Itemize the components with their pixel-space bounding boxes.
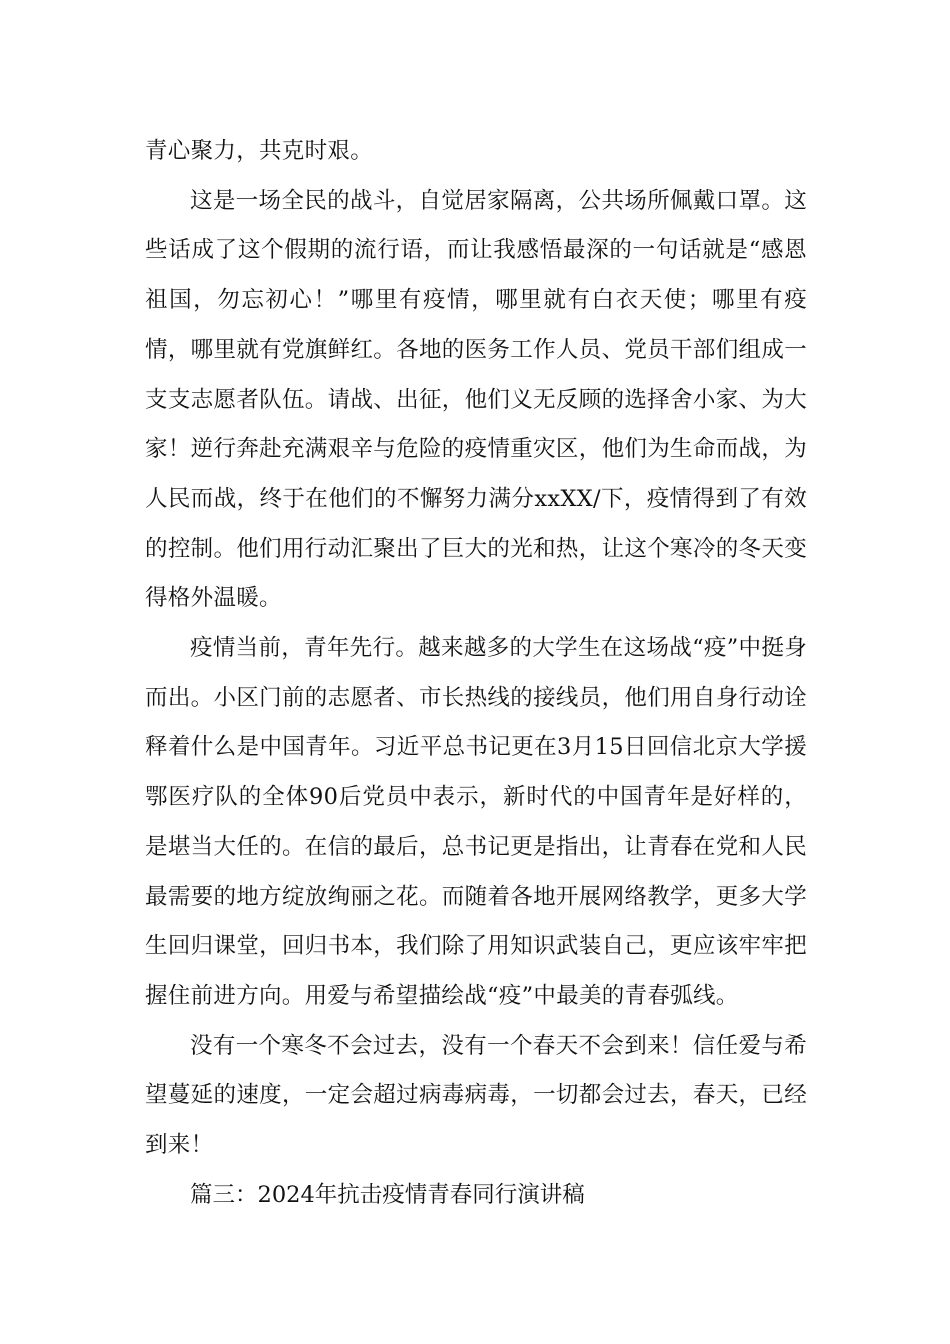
section-heading: 篇三：2024年抗击疫情青春同行演讲稿	[190, 1181, 585, 1208]
paragraph-3: 疫情当前，青年先行。越来越多的大学生在这场战“疫”中挺身而出。小区门前的志愿者、市长热线的接线员，他们用自身行动诠释着什么是中国青年。习近平总书记更在3月15日回信北京大学援鄂医疗队的全体90后党员中表示，新时代的中国青年是好样的，是堪当大任的。在信的最后，总书记更是指出，让青春在党和人民最需要的地方绽放绚丽之花。而随着各地开展网络教学，更多大学生回归课堂，回归书本，我们除了用知识武装自己，更应该牢牢把握住前进方向。用爱与希望描绘战“疫”中最美的青春弧线。	[145, 635, 807, 1009]
paragraph-2: 这是一场全民的战斗，自觉居家隔离，公共场所佩戴口罩。这些话成了这个假期的流行语，而让我感悟最深的一句话就是“感恩祖国，勿忘初心！”哪里有疫情，哪里就有白衣天使；哪里有疫情，哪里就有党旗鲜红。各地的医务工作人员、党员干部们组成一支支志愿者队伍。请战、出征，他们义无反顾的选择舍小家、为大家！逆行奔赴充满艰辛与危险的疫情重灾区，他们为生命而战，为人民而战，终于在他们的不懈努力满分xxXX/下，疫情得到了有效的控制。他们用行动汇聚出了巨大的光和热，让这个寒冷的冬天变得格外温暖。	[145, 187, 807, 612]
document-body	[145, 127, 807, 1220]
paragraph-4: 没有一个寒冬不会过去，没有一个春天不会到来！信任爱与希望蔓延的速度，一定会超过病毒病毒，一切都会过去，春天，已经到来！	[145, 1032, 807, 1159]
paragraph-1: 青心聚力，共克时艰。	[145, 138, 374, 164]
